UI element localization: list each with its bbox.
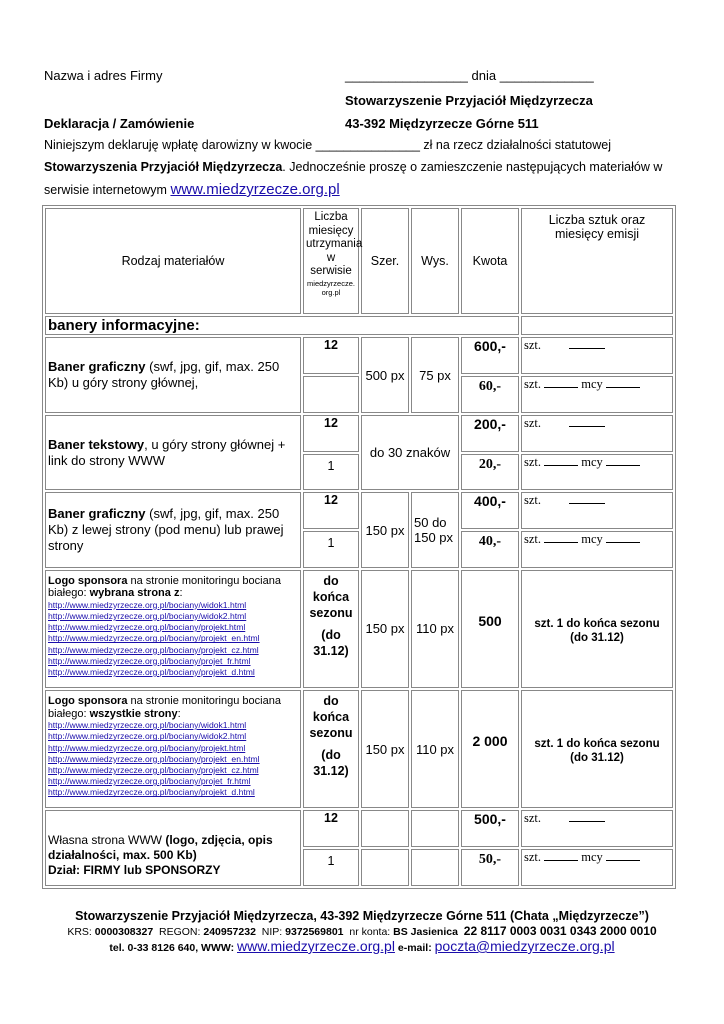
table-row — [45, 570, 673, 688]
www-count1[interactable]: szt. — [521, 810, 673, 847]
dnia-label: dnia — [471, 68, 497, 83]
logo2-price: 2 000 — [461, 690, 519, 808]
dnia-blank[interactable]: _____________ — [499, 68, 594, 83]
logo1-width: 150 px — [361, 570, 409, 688]
www-months1: 12 — [303, 810, 359, 847]
date-line[interactable] — [345, 68, 594, 83]
footer-registry: KRS: 0000308327 REGON: 240957232 NIP: 9372569801 nr konta: BS Jasienica 22 8117 0003 0031 0343 2000 0010 — [67, 924, 657, 938]
col-width: Szer. — [361, 208, 409, 314]
section-row — [45, 316, 673, 335]
footer-contact: tel. 0-33 8126 640, WWW: www.miedzyrzecze.org.pl e-mail: poczta@miedzyrzecze.org.pl — [109, 938, 615, 954]
col-amount: Kwota — [461, 208, 519, 314]
footer-email-link[interactable]: poczta@miedzyrzecze.org.pl — [434, 938, 615, 954]
baner1-price1: 600,- — [461, 337, 519, 374]
baner2-count2[interactable]: szt. mcy — [521, 454, 673, 491]
baner3-months1: 12 — [303, 492, 359, 529]
www-desc: Własna strona WWW (logo, zdjęcia, opis działalności, max. 500 Kb) Dział: FIRMY lub SPONSORZY — [45, 810, 301, 886]
link-projekt[interactable]: http://www.miedzyrzecze.org.pl/bociany/projekt.html — [48, 742, 246, 753]
org-name: Stowarzyszenie Przyjaciół Międzyrzecza — [345, 93, 593, 108]
baner3-price2: 40,- — [461, 531, 519, 568]
link-projekt-en[interactable]: http://www.miedzyrzecze.org.pl/bociany/projekt_en.html — [48, 633, 260, 644]
link-widok2[interactable]: http://www.miedzyrzecze.org.pl/bociany/widok2.html — [48, 610, 247, 621]
www-price1: 500,- — [461, 810, 519, 847]
section-title: banery informacyjne: — [45, 316, 519, 335]
link-projekt-en[interactable]: http://www.miedzyrzecze.org.pl/bociany/projekt_en.html — [48, 753, 260, 764]
logo1-months: do końca sezonu (do 31.12) — [303, 570, 359, 688]
baner2-size: do 30 znaków — [361, 415, 459, 490]
link-projekt-cz[interactable]: http://www.miedzyrzecze.org.pl/bociany/projekt_cz.html — [48, 764, 259, 775]
table-row — [45, 415, 673, 452]
baner1-count2[interactable]: szt. mcy — [521, 376, 673, 413]
logo1-price: 500 — [461, 570, 519, 688]
baner3-width: 150 px — [361, 492, 409, 567]
intro-line-1: Niniejszym deklaruję wpłatę darowizny w kwocie _______________ zł na rzecz działalności statutowej — [44, 138, 612, 152]
link-projekt-cz[interactable]: http://www.miedzyrzecze.org.pl/bociany/projekt_cz.html — [48, 644, 259, 655]
link-projekt-d[interactable]: http://www.miedzyrzecze.org.pl/bociany/projekt_d.html — [48, 787, 255, 798]
baner3-desc: Baner graficzny (swf, jpg, gif, max. 250 Kb) z lewej strony (pod menu) lub prawej strony — [45, 492, 301, 567]
site-link[interactable]: www.miedzyrzecze.org.pl — [170, 181, 340, 198]
baner1-count1[interactable]: szt. — [521, 337, 673, 374]
col-months: Liczba miesięcy utrzymania w serwisie miedzyrzecze.org.pl — [303, 208, 359, 314]
www-price2: 50,- — [461, 849, 519, 886]
baner2-months2: 1 — [303, 454, 359, 491]
table-row — [45, 810, 673, 847]
date-blank[interactable]: _________________ — [345, 68, 468, 83]
declaration-title: Deklaracja / Zamówienie — [44, 116, 195, 131]
baner3-height: 50 do 150 px — [411, 492, 459, 567]
baner1-desc: Baner graficzny (swf, jpg, gif, max. 250 Kb) u góry strony głównej, — [45, 337, 301, 412]
logo1-desc: Logo sponsora na stronie monitoringu bociana białego: wybrana strona z: http://www.miedzyrzecze.org.pl/bociany/widok1.html http://www.miedzyrzecze.org.pl/bociany/widok2.html http://www.miedzyrzecze.org.pl/bociany/projekt.html http://www.miedzyrzecze.org.pl/bociany/projekt_en.html http://www.miedzyrzecze.org.pl/bociany/projekt_cz.html http://www.miedzyrzecze.org.pl/bociany/projet_fr.html http://www.miedzyrzecze.org.pl/bociany/projekt_d.html — [45, 570, 301, 688]
logo2-width: 150 px — [361, 690, 409, 808]
intro-line-3: serwisie internetowym www.miedzyrzecze.org.pl — [44, 181, 340, 198]
logo2-count: szt. 1 do końca sezonu (do 31.12) — [521, 690, 673, 808]
baner2-price1: 200,- — [461, 415, 519, 452]
link-projet-fr[interactable]: http://www.miedzyrzecze.org.pl/bociany/projet_fr.html — [48, 776, 251, 787]
link-widok1[interactable]: http://www.miedzyrzecze.org.pl/bociany/widok1.html — [48, 599, 247, 610]
table-row — [45, 492, 673, 529]
col-count: Liczba sztuk oraz miesięcy emisji — [521, 208, 673, 314]
logo1-height: 110 px — [411, 570, 459, 688]
baner1-months: 12 — [303, 337, 359, 374]
col-material: Rodzaj materiałów — [45, 208, 301, 314]
table-row — [45, 690, 673, 808]
table-row — [45, 337, 673, 374]
link-widok1[interactable]: http://www.miedzyrzecze.org.pl/bociany/widok1.html — [48, 720, 247, 731]
link-projekt[interactable]: http://www.miedzyrzecze.org.pl/bociany/projekt.html — [48, 622, 246, 633]
baner3-price1: 400,- — [461, 492, 519, 529]
logo2-desc: Logo sponsora na stronie monitoringu bociana białego: wszystkie strony: http://www.miedzyrzecze.org.pl/bociany/widok1.html http://www.miedzyrzecze.org.pl/bociany/widok2.html http://www.miedzyrzecze.org.pl/bociany/projekt.html http://www.miedzyrzecze.org.pl/bociany/projekt_en.html http://www.miedzyrzecze.org.pl/bociany/projekt_cz.html http://www.miedzyrzecze.org.pl/bociany/projet_fr.html http://www.miedzyrzecze.org.pl/bociany/projekt_d.html — [45, 690, 301, 808]
baner3-months2: 1 — [303, 531, 359, 568]
baner2-count1[interactable]: szt. — [521, 415, 673, 452]
amount-blank[interactable]: _______________ — [315, 138, 420, 152]
logo2-height: 110 px — [411, 690, 459, 808]
logo1-count: szt. 1 do końca sezonu (do 31.12) — [521, 570, 673, 688]
baner2-desc: Baner tekstowy, u góry strony głównej + link do strony WWW — [45, 415, 301, 490]
www-months2: 1 — [303, 849, 359, 886]
order-table — [42, 205, 676, 889]
link-projet-fr[interactable]: http://www.miedzyrzecze.org.pl/bociany/projet_fr.html — [48, 655, 251, 666]
footer-org: Stowarzyszenie Przyjaciół Międzyrzecza, 43-392 Międzyrzecze Górne 511 (Chata „Międzyrzecze”) — [75, 909, 649, 923]
link-projekt-d[interactable]: http://www.miedzyrzecze.org.pl/bociany/projekt_d.html — [48, 667, 255, 677]
company-name-label: Nazwa i adres Firmy — [44, 68, 163, 83]
www-count2[interactable]: szt. mcy — [521, 849, 673, 886]
logo2-months: do końca sezonu (do 31.12) — [303, 690, 359, 808]
col-height: Wys. — [411, 208, 459, 314]
baner2-price2: 20,- — [461, 454, 519, 491]
baner1-price2: 60,- — [461, 376, 519, 413]
footer-www-link[interactable]: www.miedzyrzecze.org.pl — [237, 938, 395, 954]
baner3-count1[interactable]: szt. — [521, 492, 673, 529]
link-widok2[interactable]: http://www.miedzyrzecze.org.pl/bociany/widok2.html — [48, 731, 247, 742]
baner1-width: 500 px — [361, 337, 409, 412]
baner2-months1: 12 — [303, 415, 359, 452]
header-row — [45, 208, 673, 314]
org-address: 43-392 Międzyrzecze Górne 511 — [345, 116, 539, 131]
intro-line-2: Stowarzyszenia Przyjaciół Międzyrzecza. Jednocześnie proszę o zamieszczenie następujących materiałów w — [44, 160, 663, 174]
baner1-height: 75 px — [411, 337, 459, 412]
baner3-count2[interactable]: szt. mcy — [521, 531, 673, 568]
